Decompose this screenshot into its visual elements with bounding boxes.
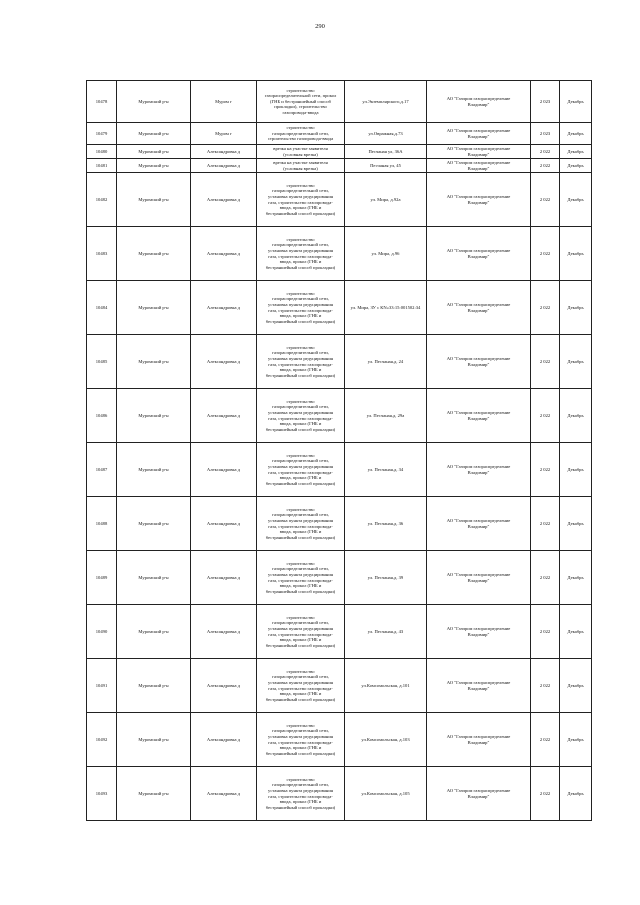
work-description-cell: строительство газораспределительной сети, установка пункта редуцирования газа, строительство газопровода- ввода, прокол (ГНБ и бестраншейный способ прокладки)	[257, 497, 345, 551]
work-description-cell: строительство газораспределительной сети, строительство газопровода-ввода	[257, 123, 345, 145]
settlement-cell: Александровка д	[191, 443, 257, 497]
district-cell: Муромский р-н	[117, 551, 191, 605]
work-description-cell: строительство газораспределительной сети, установка пункта редуцирования газа, строительство газопровода- ввода, прокол (ГНБ и бестраншейный способ прокладки)	[257, 335, 345, 389]
year-cell: 2 022	[531, 145, 560, 159]
address-cell: ул.Комсомольская, д.103	[345, 713, 427, 767]
year-cell: 2 022	[531, 227, 560, 281]
year-cell: 2 022	[531, 713, 560, 767]
address-cell: ул.Экземплярского,д.17	[345, 81, 427, 123]
address-cell: ул. Песчаная,д. 36	[345, 497, 427, 551]
organization-cell: АО "Газпром газораспределение Владимир"	[427, 551, 531, 605]
year-cell: 2 022	[531, 767, 560, 821]
year-cell: 2 022	[531, 335, 560, 389]
month-cell: Декабрь	[560, 443, 592, 497]
row-number: 10482	[87, 173, 117, 227]
month-cell: Декабрь	[560, 551, 592, 605]
organization-cell: АО "Газпром газораспределение Владимир"	[427, 767, 531, 821]
settlement-cell: Александровка д	[191, 551, 257, 605]
settlement-cell: Александровка д	[191, 605, 257, 659]
work-description-cell: строительство газораспределительной сети, установка пункта редуцирования газа, строительство газопровода- ввода, прокол (ГНБ и бестраншейный способ прокладки)	[257, 173, 345, 227]
row-number: 10488	[87, 497, 117, 551]
district-cell: Муромский р-н	[117, 713, 191, 767]
work-description-cell: строительство газораспределительной сети, установка пункта редуцирования газа, строительство газопровода- ввода, прокол (ГНБ и бестраншейный способ прокладки)	[257, 389, 345, 443]
year-cell: 2 022	[531, 389, 560, 443]
year-cell: 2 022	[531, 605, 560, 659]
row-number: 10493	[87, 767, 117, 821]
table-body	[87, 81, 592, 821]
month-cell: Декабрь	[560, 81, 592, 123]
address-cell: ул.Комсомольская, д.101	[345, 659, 427, 713]
organization-cell: АО "Газпром газораспределение Владимир"	[427, 605, 531, 659]
organization-cell: АО "Газпром газораспределение Владимир"	[427, 145, 531, 159]
table-row	[87, 605, 592, 659]
month-cell: Декабрь	[560, 145, 592, 159]
month-cell: Декабрь	[560, 605, 592, 659]
row-number: 10484	[87, 281, 117, 335]
address-cell: ул. Мира, ЗУ с КN«33:15:001502:34	[345, 281, 427, 335]
district-cell: Муромский р-н	[117, 227, 191, 281]
work-description-cell: строительство газораспределительной сети, установка пункта редуцирования газа, строительство газопровода- ввода, прокол (ГНБ и бестраншейный способ прокладки)	[257, 443, 345, 497]
organization-cell: АО "Газпром газораспределение Владимир"	[427, 159, 531, 173]
month-cell: Декабрь	[560, 713, 592, 767]
gasification-table	[86, 80, 592, 821]
organization-cell: АО "Газпром газораспределение Владимир"	[427, 497, 531, 551]
row-number: 10486	[87, 389, 117, 443]
settlement-cell: Александровка д	[191, 713, 257, 767]
row-number: 10489	[87, 551, 117, 605]
work-description-cell: строительство газораспределительной сети, установка пункта редуцирования газа, строительство газопровода- ввода, прокол (ГНБ и бестраншейный способ прокладки)	[257, 281, 345, 335]
address-cell: ул. Песчаная,д. 24	[345, 335, 427, 389]
address-cell: ул. Песчаная,д. 39	[345, 551, 427, 605]
settlement-cell: Александровка д	[191, 389, 257, 443]
table-row	[87, 767, 592, 821]
address-cell: ул. Песчаная,д. 29а	[345, 389, 427, 443]
work-description-cell: строительство газораспределительной сети, установка пункта редуцирования газа, строительство газопровода- ввода, прокол (ГНБ и бестраншейный способ прокладки)	[257, 605, 345, 659]
address-cell: ул. Песчаная,д. 43	[345, 605, 427, 659]
work-description-cell: строительство газораспределительной сети, установка пункта редуцирования газа, строительство газопровода- ввода, прокол (ГНБ и бестраншейный способ прокладки)	[257, 551, 345, 605]
work-description-cell: врезка на участке заявителя (условная врезка)	[257, 145, 345, 159]
table-row	[87, 497, 592, 551]
row-number: 10491	[87, 659, 117, 713]
settlement-cell: Александровка д	[191, 159, 257, 173]
row-number: 10487	[87, 443, 117, 497]
district-cell: Муромский р-н	[117, 173, 191, 227]
month-cell: Декабрь	[560, 281, 592, 335]
district-cell: Муромский р-н	[117, 497, 191, 551]
organization-cell: АО "Газпром газораспределение Владимир"	[427, 335, 531, 389]
work-description-cell: строительство газораспределительной сети, установка пункта редуцирования газа, строительство газопровода- ввода, прокол (ГНБ и бестраншейный способ прокладки)	[257, 659, 345, 713]
settlement-cell: Александровка д	[191, 173, 257, 227]
month-cell: Декабрь	[560, 159, 592, 173]
table-row	[87, 81, 592, 123]
district-cell: Муромский р-н	[117, 659, 191, 713]
settlement-cell: Александровка д	[191, 145, 257, 159]
month-cell: Декабрь	[560, 497, 592, 551]
table-row	[87, 335, 592, 389]
organization-cell: АО "Газпром газораспределение Владимир"	[427, 443, 531, 497]
table-row	[87, 551, 592, 605]
settlement-cell: Муром г	[191, 123, 257, 145]
settlement-cell: Александровка д	[191, 767, 257, 821]
district-cell: Муромский р-н	[117, 123, 191, 145]
work-description-cell: строительство газораспределительной сети, установка пункта редуцирования газа, строительство газопровода- ввода, прокол (ГНБ и бестраншейный способ прокладки)	[257, 713, 345, 767]
district-cell: Муромский р-н	[117, 605, 191, 659]
organization-cell: АО "Газпром газораспределение Владимир"	[427, 227, 531, 281]
organization-cell: АО "Газпром газораспределение Владимир"	[427, 389, 531, 443]
row-number: 10490	[87, 605, 117, 659]
table-row	[87, 145, 592, 159]
month-cell: Декабрь	[560, 335, 592, 389]
district-cell: Муромский р-н	[117, 389, 191, 443]
year-cell: 2 023	[531, 123, 560, 145]
address-cell: ул.Овражная,д.73	[345, 123, 427, 145]
month-cell: Декабрь	[560, 389, 592, 443]
district-cell: Муромский р-н	[117, 767, 191, 821]
row-number: 10492	[87, 713, 117, 767]
table-row	[87, 227, 592, 281]
row-number: 10481	[87, 159, 117, 173]
table-row	[87, 281, 592, 335]
table-row	[87, 173, 592, 227]
row-number: 10485	[87, 335, 117, 389]
district-cell: Муромский р-н	[117, 335, 191, 389]
settlement-cell: Александровка д	[191, 497, 257, 551]
year-cell: 2 022	[531, 443, 560, 497]
month-cell: Декабрь	[560, 659, 592, 713]
table-row	[87, 159, 592, 173]
address-cell: ул.Комсомольская, д.105	[345, 767, 427, 821]
year-cell: 2 023	[531, 81, 560, 123]
organization-cell: АО "Газпром газораспределение Владимир"	[427, 173, 531, 227]
district-cell: Муромский р-н	[117, 159, 191, 173]
month-cell: Декабрь	[560, 123, 592, 145]
page-number: 290	[315, 23, 325, 30]
year-cell: 2 022	[531, 659, 560, 713]
settlement-cell: Александровка д	[191, 335, 257, 389]
district-cell: Муромский р-н	[117, 145, 191, 159]
organization-cell: АО "Газпром газораспределение Владимир"	[427, 281, 531, 335]
organization-cell: АО "Газпром газораспределение Владимир"	[427, 123, 531, 145]
table-row	[87, 713, 592, 767]
settlement-cell: Александровка д	[191, 227, 257, 281]
year-cell: 2 022	[531, 173, 560, 227]
month-cell: Декабрь	[560, 173, 592, 227]
address-cell: ул. Мира, д.96	[345, 227, 427, 281]
address-cell: Песчаная ул, 36А	[345, 145, 427, 159]
row-number: 10483	[87, 227, 117, 281]
row-number: 10479	[87, 123, 117, 145]
settlement-cell: Александровка д	[191, 281, 257, 335]
table-row	[87, 659, 592, 713]
district-cell: Муромский р-н	[117, 443, 191, 497]
table-row	[87, 389, 592, 443]
year-cell: 2 022	[531, 281, 560, 335]
settlement-cell: Александровка д	[191, 659, 257, 713]
work-description-cell: строительство газораспределительной сети, установка пункта редуцирования газа, строительство газопровода- ввода, прокол (ГНБ и бестраншейный способ прокладки)	[257, 227, 345, 281]
address-cell: ул. Мира, д.92а	[345, 173, 427, 227]
district-cell: Муромский р-н	[117, 281, 191, 335]
organization-cell: АО "Газпром газораспределение Владимир"	[427, 659, 531, 713]
year-cell: 2 022	[531, 497, 560, 551]
organization-cell: АО "Газпром газораспределение Владимир"	[427, 713, 531, 767]
year-cell: 2 022	[531, 159, 560, 173]
address-cell: Песчаная ул, 45	[345, 159, 427, 173]
year-cell: 2 022	[531, 551, 560, 605]
month-cell: Декабрь	[560, 227, 592, 281]
settlement-cell: Муром г	[191, 81, 257, 123]
district-cell: Муромский р-н	[117, 81, 191, 123]
address-cell: ул. Песчаная,д. 34	[345, 443, 427, 497]
table-row	[87, 123, 592, 145]
month-cell: Декабрь	[560, 767, 592, 821]
table-row	[87, 443, 592, 497]
work-description-cell: врезка на участке заявителя (условная врезка)	[257, 159, 345, 173]
row-number: 10480	[87, 145, 117, 159]
organization-cell: АО "Газпром газораспределение Владимир"	[427, 81, 531, 123]
row-number: 10478	[87, 81, 117, 123]
work-description-cell: строительство газораспределительной сети, установка пункта редуцирования газа, строительство газопровода- ввода, прокол (ГНБ и бестраншейный способ прокладки)	[257, 767, 345, 821]
work-description-cell: строительство газораспределительной сети, прокол (ГНБ и бестраншейный способ прокладки), строительство газопровода-ввода	[257, 81, 345, 123]
